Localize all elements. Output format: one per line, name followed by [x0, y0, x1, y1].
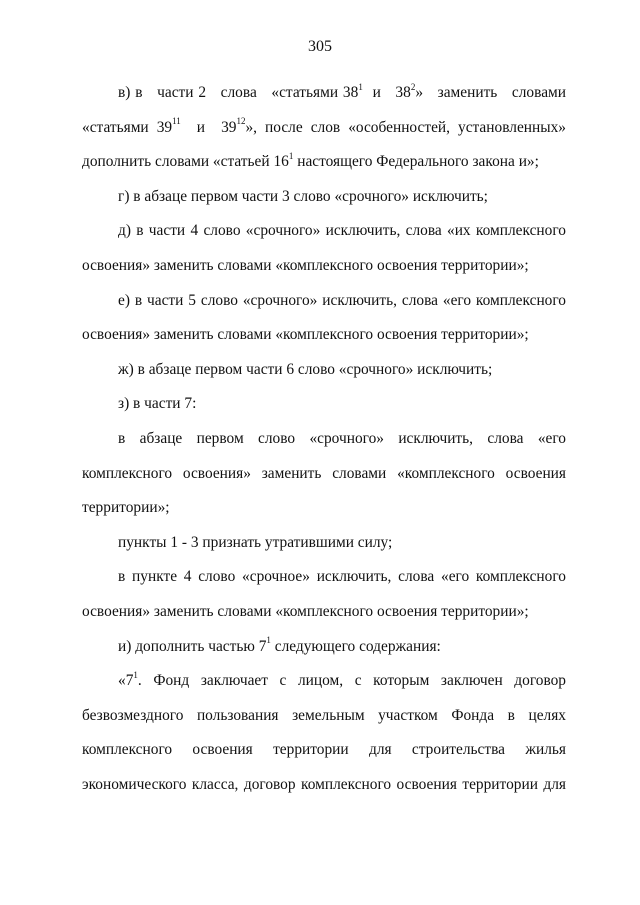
text-segment: следующего содержания: [270, 637, 441, 655]
text-segment: в абзаце первом слово «срочного» исключить, слова «его комплексного освоения» заменить словами «комплексного освоения территории»; [82, 429, 566, 517]
text-segment: д) в части 4 слово «срочного» исключить, слова «их комплексного освоения» заменить словами «комплексного освоения территории»; [82, 222, 566, 274]
text-segment: «7 [118, 672, 134, 690]
text-segment: и 38 [362, 84, 411, 101]
paragraph-z2 [82, 526, 566, 561]
paragraph-g [82, 180, 566, 215]
paragraph-z3 [82, 560, 566, 629]
page-number: 305 [308, 38, 332, 55]
superscript: 12 [236, 116, 246, 127]
text-segment: з) в части 7: [118, 395, 197, 413]
text-segment: . Фонд заключает с лицом, с которым заключен договор безвозмездного пользования земельным участком Фонда в целях комплексного освоения территории для строительства жилья экономического класса, договор комплексного освоения территории для [82, 672, 566, 793]
text-segment: настоящего Федерального закона и»; [293, 153, 539, 171]
paragraph-v [82, 76, 566, 180]
paragraph-z1 [82, 422, 566, 526]
superscript: 1 [358, 81, 363, 92]
text-segment: и 39 [180, 118, 237, 136]
text-segment: пункты 1 - 3 признать утратившими силу; [118, 533, 393, 551]
text-segment: », после слов «особенностей, установленных» дополнить словами «статьей 16 [82, 118, 566, 171]
text-segment: » заменить словами «статьями 39 [82, 84, 567, 136]
text-segment: е) в части 5 слово «срочного» исключить, слова «его комплексного освоения» заменить словами «комплексного освоения территории»; [82, 291, 566, 344]
paragraph-z [82, 387, 566, 422]
superscript: 11 [172, 116, 181, 127]
text-segment: г) в абзаце первом части 3 слово «срочного» исключить; [118, 187, 488, 205]
paragraph-e [82, 284, 566, 353]
text-segment: и) дополнить частью 7 [118, 637, 267, 655]
paragraph-d [82, 214, 566, 283]
document-body [82, 76, 566, 802]
text-segment: ж) в абзаце первом части 6 слово «срочного» исключить; [118, 360, 493, 378]
paragraph-i [82, 630, 566, 665]
paragraph-zh [82, 353, 566, 388]
superscript: 1 [266, 635, 271, 646]
superscript: 2 [410, 81, 416, 92]
paragraph-q [82, 664, 566, 802]
superscript: 1 [133, 669, 138, 680]
text-segment: в) в части 2 слова «статьями 38 [118, 84, 359, 101]
superscript: 1 [288, 151, 294, 162]
text-segment: в пункте 4 слово «срочное» исключить, слова «его комплексного освоения» заменить словами «комплексного освоения территории»; [82, 568, 566, 620]
